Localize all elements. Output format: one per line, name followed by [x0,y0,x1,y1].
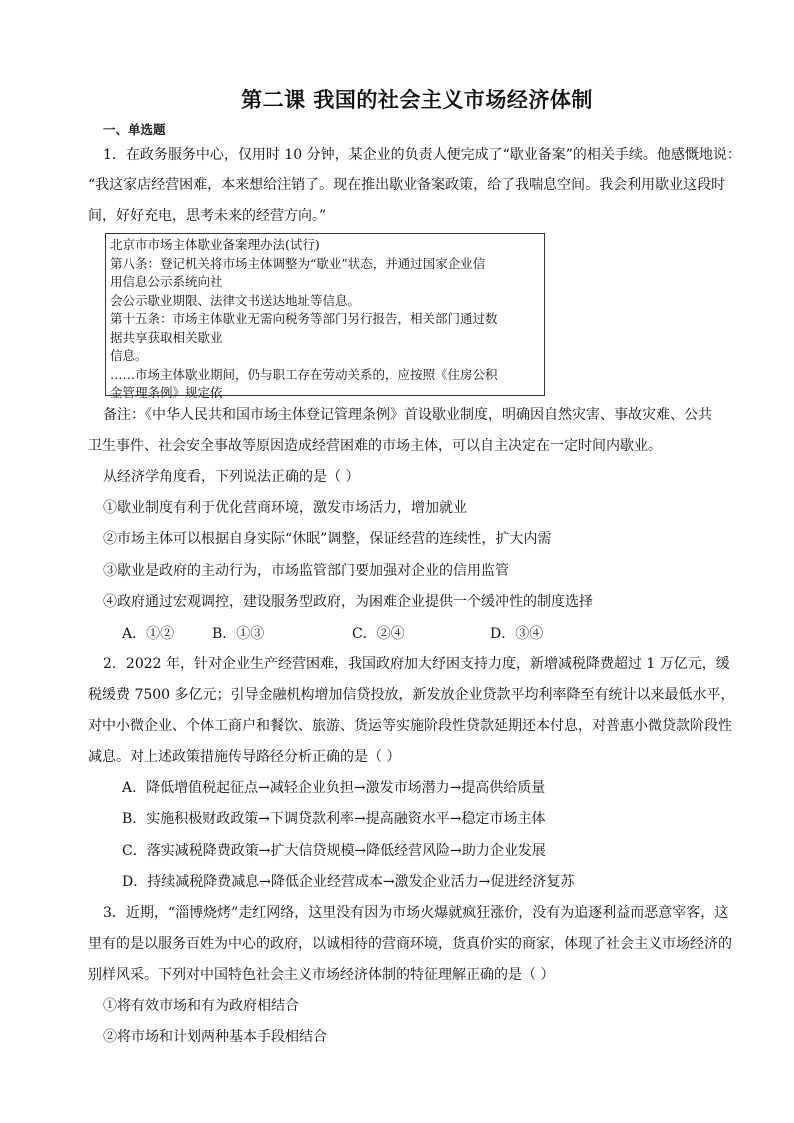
q1-option-d[interactable]: D．③④ [490,626,544,642]
q1-option-c[interactable]: C．②④ [352,626,405,642]
box-line: 用信息公示系统向社 [110,274,223,289]
q3-item-1: ①将有效市场和有为政府相结合 [103,998,299,1014]
q1-note-1: 备注：《中华人民共和国市场主体登记管理条例》首设歇业制度，明确因自然灾害、事故灾难、公共 [103,407,712,423]
q3-line-1: 3．近期，“淄博烧烤”走红网络，这里没有因为市场火爆就疯狂涨价，没有为追逐利益而恶意宰客，这 [103,905,729,921]
q1-option-a[interactable]: A．①② [122,626,175,642]
q1-item-4: ④政府通过宏观调控，建设服务型政府，为困难企业提供一个缓冲性的制度选择 [103,594,593,610]
q2-option-a[interactable]: A．降低增值税起征点→减轻企业负担→激发市场潜力→提高供给质量 [122,780,546,796]
q1-item-2: ②市场主体可以根据自身实际“休眠”调整，保证经营的连续性，扩大内需 [103,531,552,547]
q2-line-3: 对中小微企业、个体工商户和餐饮、旅游、货运等实施阶段性贷款延期还本付息，对普惠小微贷款阶段性 [88,718,732,734]
q1-line-2: “我这家店经营困难，本来想给注销了。现在推出歇业备案政策，给了我喘息空间。我会利用歇业这段时 [88,177,726,193]
q2-option-b[interactable]: B．实施积极财政政策→下调贷款利率→提高融资水平→稳定市场主体 [122,811,546,827]
q1-option-b[interactable]: B．①③ [212,626,265,642]
q1-item-1: ①歇业制度有利于优化营商环境，激发市场活力，增加就业 [103,500,467,516]
regulation-excerpt-box [105,233,545,400]
q1-stem: 从经济学角度看，下列说法正确的是（ ） [103,469,360,485]
page-title: 第二课 我国的社会主义市场经济体制 [241,88,593,112]
box-line: 据共享获取相关歇业 [110,329,223,345]
q1-item-3: ③歇业是政府的主动行为，市场监管部门要加强对企业的信用监管 [103,563,509,579]
q2-option-d[interactable]: D．持续减税降费减息→降低企业经营成本→激发企业活力→促进经济复苏 [122,874,575,890]
box-line: 北京市市场主体歇业备案理办法(试行) [110,237,320,252]
q3-item-2: ②将市场和计划两种基本手段相结合 [103,1029,327,1045]
box-line: 信息。 [110,348,148,363]
q2-line-1: 2．2022 年，针对企业生产经营困难，我国政府加大纾困支持力度，新增减税降费超过 1 万亿元，缓 [103,656,730,672]
q1-line-1: 1．在政务服务中心，仅用时 10 分钟，某企业的负责人便完成了“歇业备案”的相关手续。他感慨地说： [103,147,741,163]
box-line: 金管理条例》规定依 [110,385,223,400]
box-line: 会公示歇业期限、法律文书送达地址等信息。 [110,292,361,308]
q3-line-3: 别样风采。下列对中国特色社会主义市场经济体制的特征理解正确的是（ ） [88,967,555,983]
section-heading: 一、单选题 [103,122,166,137]
q1-line-3: 间，好好充电，思考未来的经营方向。” [88,208,327,224]
box-line: 第八条：登记机关将市场主体调整为“歇业”状态，并通过国家企业信 [110,255,486,271]
q1-options [122,623,543,643]
q2-line-2: 税缓费 7500 多亿元；引导金融机构增加信贷投放，新发放企业贷款平均利率降至有统计以来最低水平， [88,687,735,703]
q1-note-2: 卫生事件、社会安全事故等原因造成经营困难的市场主体，可以自主决定在一定时间内歇业。 [88,438,662,454]
box-line: 第十五条：市场主体歇业无需向税务等部门另行报告，相关部门通过数 [110,311,498,326]
q3-line-2: 里有的是以服务百姓为中心的政府，以诚相待的营商环境，货真价实的商家，体现了社会主义市场经济的 [88,936,732,952]
box-line: ……市场主体歇业期间，仍与职工存在劳动关系的，应按照《住房公积 [110,366,498,382]
q2-option-c[interactable]: C．落实减税降费政策→扩大信贷规模→降低经营风险→助力企业发展 [122,843,546,859]
q2-line-4: 减息。对上述政策措施传导路径分析正确的是（ ） [88,749,401,765]
